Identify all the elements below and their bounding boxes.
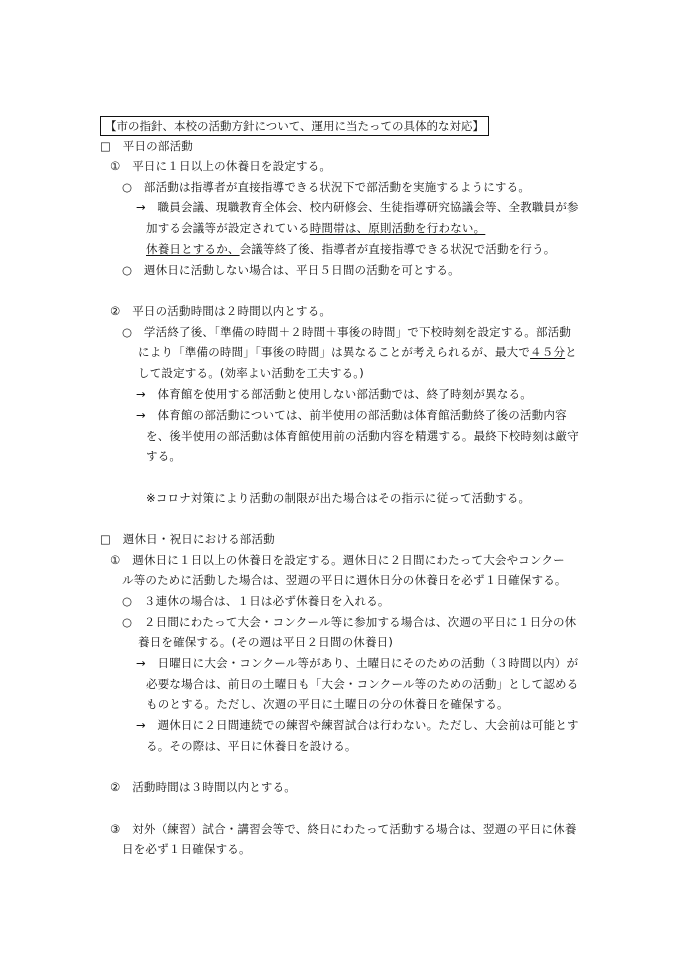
arrow-sunday-event-line3: ものとする。ただし、次週の平日に土曜日の分の休養日を確保する。 bbox=[146, 697, 509, 711]
bullet-direct-supervision: ○ 部活動は指導者が直接指導できる状況下で部活動を実施するようにする。 bbox=[122, 180, 531, 194]
arrow-meetings-line1: → 職員会議、現職教育全体会、校内研修会、生徒指導研究協議会等、全教職員が参 bbox=[136, 200, 579, 214]
arrow-meetings-line2-underlined: 時間帯は、原則活動を行わない。 bbox=[309, 221, 486, 235]
bullet-dismissal-time-line2-tail: と bbox=[565, 345, 577, 359]
arrow-meetings-line2-text: 加する会議等が設定されている bbox=[146, 221, 310, 235]
bullet-two-day-event-line2: 養日を確保する。(その週は平日２日間の休養日) bbox=[138, 635, 394, 649]
arrow-meetings-line2 bbox=[146, 220, 485, 236]
arrow-gym-content-line3: する。 bbox=[146, 449, 182, 463]
bullet-dismissal-time-line2 bbox=[138, 344, 577, 360]
bullet-weekend-no-activity: ○ 週休日に活動しない場合は、平日５日間の活動を可とする。 bbox=[122, 263, 460, 277]
arrow-consecutive-practice-line1: → 週休日に２日間連続での練習や練習試合は行わない。ただし、大会前は可能とす bbox=[136, 718, 579, 732]
bullet-two-day-event-line1: ○ ２日間にわたって大会・コンクール等に参加する場合は、次週の平日に１日分の休 bbox=[122, 615, 577, 629]
item-external-match-line2: 日を必ず１日確保する。 bbox=[122, 842, 251, 856]
arrow-sunday-event-line1: → 日曜日に大会・コンクール等があり、土曜日にそのための活動（３時間以内）が bbox=[136, 656, 579, 670]
bullet-dismissal-time-line1: ○ 学活終了後、「準備の時間＋２時間＋事後の時間」で下校時刻を設定する。部活動 bbox=[122, 325, 572, 339]
corona-note: ※コロナ対策により活動の制限が出た場合はその指示に従って活動する。 bbox=[146, 491, 531, 505]
arrow-meetings-line3-underlined: 休養日とするか、 bbox=[146, 242, 240, 256]
arrow-gym-end-time: → 体育館を使用する部活動と使用しない部活動では、終了時刻が異なる。 bbox=[136, 387, 532, 401]
item-weekend-rest-line1: ① 週休日に１日以上の休養日を設定する。週休日に２日間にわたって大会やコンクー bbox=[110, 553, 565, 567]
arrow-consecutive-practice-line2: る。その際は、平日に休養日を設ける。 bbox=[146, 739, 357, 753]
bullet-three-day-weekend: ○ ３連休の場合は、１日は必ず休養日を入れる。 bbox=[122, 594, 390, 608]
arrow-meetings-line3 bbox=[146, 241, 556, 257]
bullet-dismissal-time-line2-text: により「準備の時間」「事後の時間」は異なることが考えられるが、最大で bbox=[138, 345, 531, 359]
item-weekday-rest-day: ① 平日に１日以上の休養日を設定する。 bbox=[110, 159, 332, 173]
section-heading-weekend: □ 週休日・祝日における部活動 bbox=[100, 532, 275, 546]
item-weekend-three-hours: ② 活動時間は３時間以内とする。 bbox=[110, 780, 297, 794]
max-minutes-underlined: ４５分 bbox=[530, 345, 566, 359]
arrow-meetings-line3-text: 会議等終了後、指導者が直接指導できる状況で活動を行う。 bbox=[239, 242, 556, 256]
arrow-gym-content-line1: → 体育館の部活動については、前半使用の部活動は体育館活動終了後の活動内容 bbox=[136, 408, 567, 422]
bullet-dismissal-time-line3: して設定する。(効率よい活動を工夫する。) bbox=[138, 366, 364, 380]
item-weekend-rest-line2: ル等のために活動した場合は、翌週の平日に週休日分の休養日を必ず１日確保する。 bbox=[122, 573, 567, 587]
page-title: 【市の指針、本校の活動方針について、運用に当たっての具体的な対応】 bbox=[100, 116, 489, 136]
section-heading-weekday: □ 平日の部活動 bbox=[100, 139, 193, 153]
arrow-gym-content-line2: を、後半使用の部活動は体育館使用前の活動内容を精選する。最終下校時刻は厳守 bbox=[146, 429, 579, 443]
arrow-sunday-event-line2: 必要な場合は、前日の土曜日も「大会・コンクール等のための活動」として認める bbox=[146, 677, 579, 691]
item-weekday-two-hours: ② 平日の活動時間は２時間以内とする。 bbox=[110, 304, 332, 318]
item-external-match-line1: ③ 対外（練習）試合・講習会等で、終日にわたって活動する場合は、翌週の平日に休養 bbox=[110, 822, 577, 836]
